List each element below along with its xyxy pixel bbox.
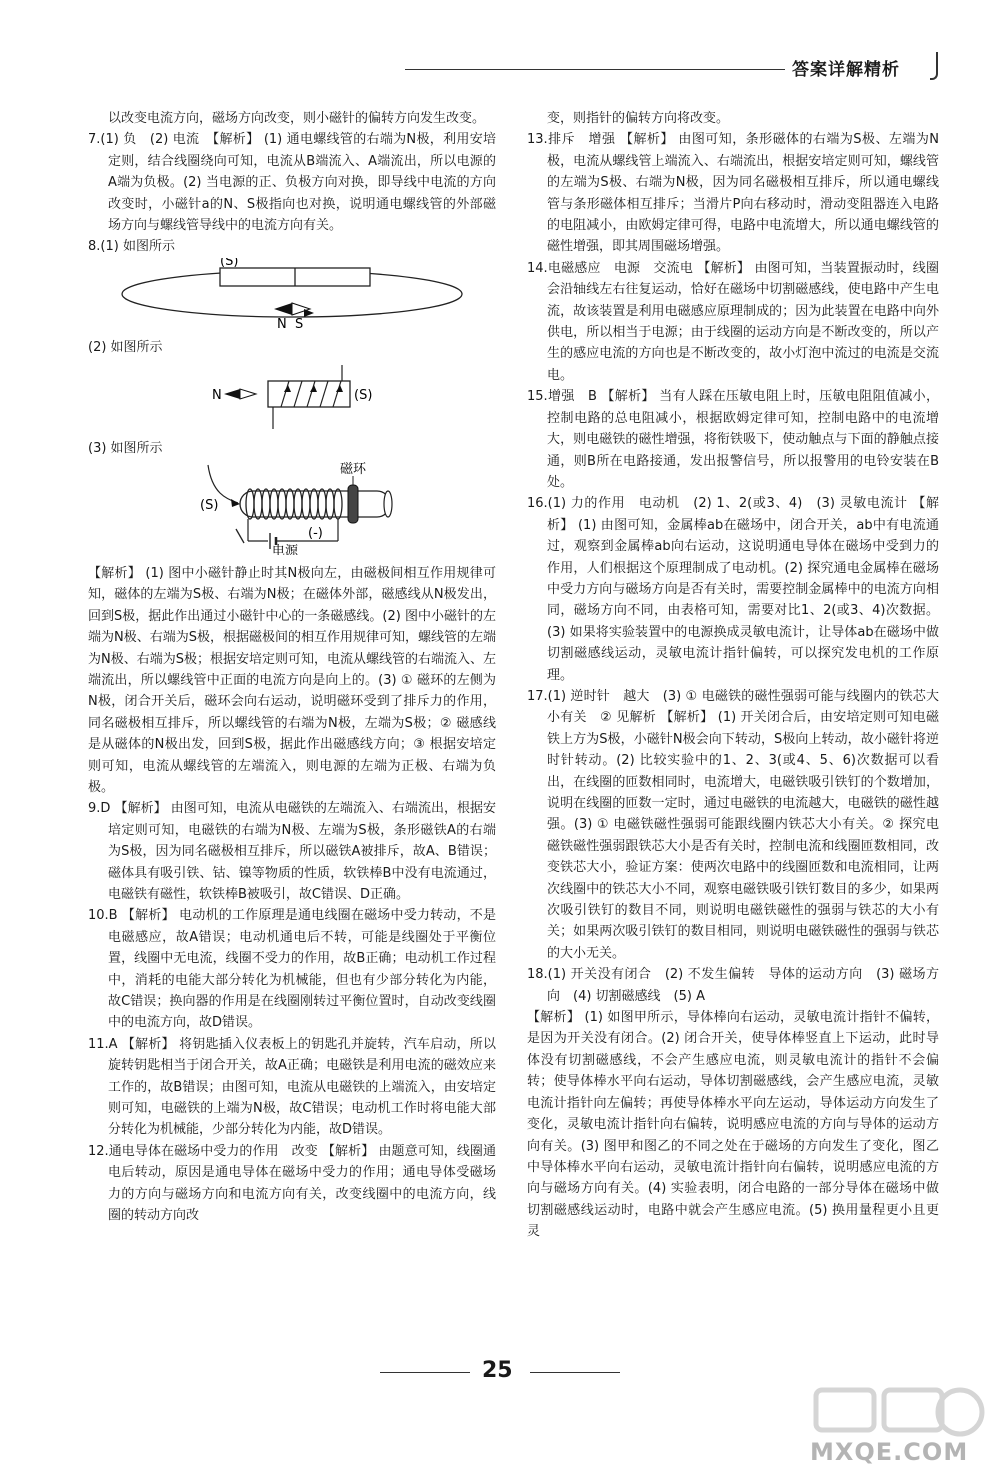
header-rule [405,69,785,70]
answer-8-part3-label: (3) 如图所示 [88,441,163,457]
figure-8-3 [88,459,496,562]
left-column [88,108,496,1226]
figure-8-1 [88,258,496,337]
field-arrow-icon [231,499,240,507]
compass-needle-north [274,303,292,315]
figure-8-2 [88,359,496,438]
magnetic-ring [348,485,358,523]
answer-8-analysis: 【解析】 (1) 图中小磁针静止时其N极向左，由磁极间相互作用规律可知，磁体的左端为S极、右端为N极；在磁体外部，磁感线从N极发出，回到S极，据此作出通过小磁针中心的一条磁感线。(2) 图中小磁针的左端为N极、右端为S极，根据磁极间的相互作用规律可知，螺线管的左端为N极、右端为S极；根据安培定则可知，电流从螺线管的右端流入、左端流出，所以螺线管中正面的电流方向是向上的。(3) ① 磁环的左侧为N极，闭合开关后，磁环会向右运动，说明磁环受到了排斥力的作用，同名磁极相互排斥，所以螺线管的右端为N极，左端为S极；② 磁感线是从磁体的N极出发，回到S极，据此作出磁感线方向；③ 根据安培定则可知，电流从螺线管的左端流入，则电源的左端为正极、右端为负极。 [88,565,496,795]
answer-11: 11.A 【解析】 将钥匙插入仪表板上的钥匙孔并旋转，汽车启动，所以旋转钥匙相当于闭合开关，故A正确；电磁铁是利用电流的磁效应来工作的，故B错误；由图可知，电流从电磁铁的上端流入，由安培定则可知，电磁铁的上端为N极，故C错误；电动机工作时将电能大部分转化为机械能，少部分转化为内能，故D错误。 [88,1036,496,1138]
answer-7: 7.(1) 负 (2) 电流 【解析】 (1) 通电螺线管的右端为N极，利用安培定则，结合线圈绕向可知，电流从B端流入、A端流出，所以电源的A端为负极。(2) 当电源的正、负极方向对换，即导线中电流的方向改变时，小磁针a的N、S极指向也对换，说明通电螺线管的外部磁场方向与螺线管导线中的电流方向有关。 [88,132,496,234]
source-minus-label: (-) [308,526,323,542]
answer-18-analysis: 【解析】 (1) 如图甲所示，导体棒向右运动，灵敏电流计指针不偏转，是因为开关没有闭合。(2) 闭合开关，使导体棒竖直上下运动，此时导体没有切割磁感线，不会产生感应电流，则灵敏电流计的指针不会偏转；使导体棒水平向右运动，导体切割磁感线，会产生感应电流，灵敏电流计指针向左偏转；再使导体棒水平向左运动，导体运动方向发生了变化，灵敏电流计指针向右偏转，说明感应电流的方向与导体的运动方向有关。(3) 图甲和图乙的不同之处在于磁场的方向发生了变化，图乙中导体棒水平向右运动，灵敏电流计指针向右偏转，说明感应电流的方向与磁场方向有关。(4) 实验表明，闭合电路的一部分导体在磁场中做切割磁感线运动时，电路中就会产生感应电流。(5) 换用量程更小且更灵 [527,1010,939,1240]
solenoid-pole-label: (S) [354,387,373,403]
right-column [527,108,939,1243]
watermark-text: MXQE.COM [810,1438,969,1466]
switch-lever [236,529,244,543]
compass-s-label: S [295,316,304,330]
left-continuation: 以改变电流方向，磁场方向改变，则小磁针的偏转方向发生改变。 [108,111,486,126]
source-label: 电源 [272,544,299,556]
answer-10: 10.B 【解析】 电动机的工作原理是通电线圈在磁场中受力转动，不是电磁感应，故A错误；电动机通电后不转，可能是线圈处于平衡位置，线圈中无电流，线圈不受力的作用，故B正确；电动机工作过程中，消耗的电能大部分转化为机械能，但也有少部分转化为内能，故C错误；换向器的作用是在线圈刚转过平衡位置时，自动改变线圈中的电流方向，故D错误。 [88,908,496,1031]
answer-15: 15.增强 B 【解析】 当有人踩在压敏电阻上时，压敏电阻阻值减小，控制电路的总电阻减小，根据欧姆定律可知，控制电路中的电流增大，则电磁铁的磁性增强，将衔铁吸下，使动触点与下面的静触点接通，则B所在电路接通，发出报警信号，所以报警用的电铃安装在B处。 [527,389,939,490]
answer-16: 16.(1) 力的作用 电动机 (2) 1、2(或3、4) (3) 灵敏电流计 【解析】 (1) 由图可知，金属棒ab在磁场中，闭合开关，ab中有电流通过，观察到金属棒ab向右运动，这说明通电导体在磁场中受到力的作用，人们根据这个原理制成了电动机。(2) 探究通电金属棒在磁场中受力方向与磁场方向是否有关时，需要控制金属棒中的电流方向相同，磁场方向不同，由表格可知，需要对比1、2(或3、4)次数据。(3) 如果将实验装置中的电源换成灵敏电流计，让导体ab在磁场中做切割磁感线运动，灵敏电流计指针偏转，可以探究发电机的工作原理。 [527,496,939,683]
compass-needle-north [224,389,240,399]
compass-n-label: N [277,316,287,330]
header-bracket [930,52,938,80]
bar-magnet-pole-label: (S) [220,257,239,269]
answer-12: 12.通电导体在磁场中受力的作用 改变 【解析】 由题意可知，线圈通电后转动，原因是通电导体在磁场中受力的作用；通电导体受磁场力的方向与磁场方向和电流方向有关，改变线圈中的电流方向，线圈的转动方向改 [88,1143,496,1224]
page-number-rule-left [380,1372,470,1373]
answer-8-part2-label: (2) 如图所示 [88,340,163,356]
needle-n-label: N [212,387,222,403]
answer-18: 18.(1) 开关没有闭合 (2) 不发生偏转 导体的运动方向 (3) 磁场方向 (4) 切割磁感线 (5) A [527,967,939,1004]
answer-14: 14.电磁感应 电源 交流电 【解析】 由图可知，当装置振动时，线圈会沿轴线左右往复运动，恰好在磁场中切割磁感线，使电路中产生电流，故该装置是利用电磁感应原理制成的；因为此装置在电路中向外供电，所以相当于电源；由于线圈的运动方向是不断改变的，所以产生的感应电流的方向也是不断改变的，故小灯泡中流过的电流是交流电。 [527,260,939,383]
answer-8-part1-label: 8.(1) 如图所示 [88,239,175,255]
page-number-rule-right [530,1372,620,1373]
right-continuation: 变，则指针的偏转方向将改变。 [547,111,730,126]
compass-needle-south [240,389,256,399]
field-arrow-icon [304,309,314,317]
core-end [384,491,392,517]
answer-17: 17.(1) 逆时针 越大 (3) ① 电磁铁的磁性强弱可能与线圈内的铁芯大小有关 ② 见解析 【解析】 (1) 开关闭合后，由安培定则可知电磁铁上方为S极，小磁针N极会向下转动，S极向上转动，故小磁针将逆时针转动。(2) 比较实验中的1、2、3(或4、5、6)次数据可以看出，在线圈的匝数相同时，电流增大，电磁铁吸引铁钉的个数增加，说明在线圈的匝数一定时，通过电磁铁的电流越大，电磁铁的磁性越强。(3) ① 电磁铁磁性强弱可能跟线圈内铁芯大小有关。② 探究电磁铁磁性强弱跟铁芯大小是否有关时，控制电流和线圈匝数相同，改变铁芯大小，验证方案：使两次电路中的线圈匝数和电流相同，让两次线圈中的铁芯大小不同，观察电磁铁吸引铁钉数目的多少，如果两次吸引铁钉的数目不同，则说明电磁铁磁性的强弱与铁芯的大小有关；如果两次吸引铁钉的数目相同，则说明电磁铁磁性的强弱与铁芯的大小无关。 [527,688,939,961]
header-title: 答案详解精析 [792,60,900,80]
page-number: 25 [482,1358,513,1383]
coil-pole-label: (S) [200,498,219,514]
answer-13: 13.排斥 增强 【解析】 由图可知，条形磁体的右端为S极、左端为N极，电流从螺线管上端流入、右端流出，根据安培定则可知，螺线管的左端为S极、右端为N极，因为同名磁极相互排斥，所以通电螺线管与条形磁体相互排斥；当滑片P向右移动时，滑动变阻器连入电路的电阻减小，由欧姆定律可得，电路中电流增大，所以通电螺线管的磁性增强，即其周围磁场增强。 [527,132,939,255]
solenoid-body [268,381,350,407]
ring-label: 磁环 [340,462,367,478]
answer-9: 9.D 【解析】 由图可知，电流从电磁铁的左端流入、右端流出，根据安培定则可知，电磁铁的右端为N极、左端为S极，条形磁铁A的右端为S极，因为同名磁极相互排斥，所以磁铁A被排斥，故A、B错误；磁体具有吸引铁、钴、镍等物质的性质，软铁棒B中没有电流通过，电磁铁有磁性，软铁棒B被吸引，故C错误、D正确。 [88,801,496,902]
